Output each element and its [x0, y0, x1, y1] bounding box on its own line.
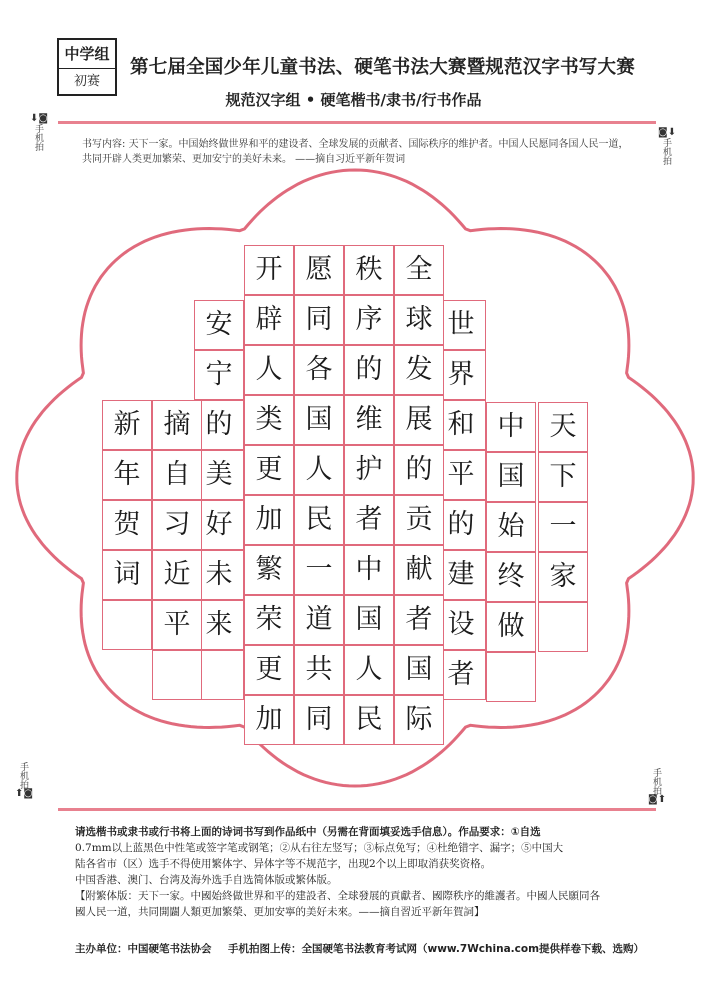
grid-character: 同	[305, 304, 333, 335]
grid-character: 人	[305, 454, 333, 485]
writing-content-label: 书写内容:	[82, 139, 126, 150]
badge-group-label: 中学组	[59, 40, 115, 69]
grid-character: 习	[163, 509, 191, 540]
grid-character: 全	[405, 254, 433, 285]
grid-character: 荣	[255, 604, 283, 635]
grid-character: 护	[355, 454, 383, 485]
grid-character: 民	[305, 504, 333, 535]
grid-character: 发	[405, 354, 433, 385]
grid-cell	[486, 652, 536, 702]
grid-character: 者	[355, 504, 383, 535]
grid-character: 辟	[255, 304, 283, 335]
sponsor-text: 主办单位：中国硬笔书法协会	[75, 943, 212, 955]
grid-character: 新	[113, 409, 141, 440]
phone-marker-label: 手机拍	[18, 762, 28, 789]
writing-content-text: 天下一家。中国始终做世界和平的建设者、全球发展的贡献者、国际秩序的维护者。中国人民愿同各国人民一道，共同开辟人类更加繁荣、更加安宁的美好未来。 ——摘自习近平新年贺词	[82, 139, 629, 165]
grid-character: 共	[305, 654, 333, 685]
grid-character: 更	[255, 454, 283, 485]
grid-character: 民	[355, 704, 383, 735]
grid-character: 年	[113, 459, 141, 490]
grid-character: 际	[405, 704, 433, 735]
grid-character: 终	[497, 561, 525, 592]
grid-character: 美	[205, 459, 233, 490]
grid-character: 各	[305, 354, 333, 385]
grid-character: 平	[447, 459, 475, 490]
grid-character: 球	[405, 304, 433, 335]
grid-character: 词	[113, 559, 141, 590]
grid-character: 道	[305, 604, 333, 635]
grid-character: 建	[447, 559, 475, 590]
phone-marker-label: 手机拍	[651, 768, 661, 795]
grid-character: 设	[447, 609, 475, 640]
grid-character: 中	[355, 554, 383, 585]
grid-character: 人	[255, 354, 283, 385]
grid-character: 加	[255, 504, 283, 535]
grid-character: 中	[497, 411, 525, 442]
grid-character: 国	[305, 404, 333, 435]
badge-stage-label: 初赛	[73, 74, 100, 89]
grid-character: 界	[447, 359, 475, 390]
grid-character: 繁	[255, 554, 283, 585]
grid-character: 展	[405, 404, 433, 435]
grid-character: 和	[447, 409, 475, 440]
instruction-line: 陆各省市（区）选手不得使用繁体字、异体字等不规范字，出现2个以上即取消获奖资格。	[75, 858, 492, 870]
page-subtitle: 规范汉字组 • 硬笔楷书/隶书/行书作品	[225, 91, 482, 109]
camera-icon: ⬇◙	[30, 113, 49, 124]
traditional-version: 【附繁体版：天下一家。中國始終做世界和平的建設者、全球發展的貢獻者、國際秩序的維護者。中國人民願同各	[75, 890, 600, 902]
grid-character: 人	[355, 654, 383, 685]
grid-character: 始	[497, 511, 525, 542]
grid-character: 开	[255, 254, 283, 285]
grid-character: 秩	[355, 254, 383, 285]
grid-character: 的	[205, 409, 233, 440]
grid-character: 同	[305, 704, 333, 735]
grid-character: 一	[305, 554, 333, 585]
grid-character: 好	[205, 509, 233, 540]
phone-marker-label: 手机拍	[33, 124, 43, 151]
grid-character: 的	[405, 454, 433, 485]
phone-marker-label: 手机拍	[661, 138, 671, 165]
grid-character: 类	[255, 404, 283, 435]
grid-cell	[538, 602, 588, 652]
grid-character: 自	[163, 459, 191, 490]
grid-character: 贺	[113, 509, 141, 540]
grid-character: 宁	[205, 359, 233, 390]
grid-character: 天	[549, 411, 577, 442]
grid-character: 来	[205, 609, 233, 640]
grid-character: 加	[255, 704, 283, 735]
grid-character: 做	[497, 611, 525, 642]
grid-character: 献	[405, 554, 433, 585]
grid-character: 安	[205, 309, 233, 340]
grid-character: 愿	[305, 254, 333, 285]
grid-character: 家	[549, 561, 577, 592]
grid-character: 近	[163, 559, 191, 590]
upload-text: 手机拍图上传：全国硬笔书法教育考试网（www.7Wchina.com提供样卷下载、选购）	[228, 943, 645, 955]
grid-character: 者	[405, 604, 433, 635]
grid-character: 世	[447, 309, 475, 340]
grid-character: 的	[355, 354, 383, 385]
grid-character: 国	[405, 654, 433, 685]
instructions	[75, 824, 635, 920]
instruction-line: 中国香港、澳门、台湾及海外选手自选简体版或繁体版。	[75, 874, 338, 886]
grid-character: 下	[549, 461, 577, 492]
upload-arrow-icon: ⬆◙	[15, 788, 34, 799]
grid-character: 国	[497, 461, 525, 492]
grid-character: 序	[355, 304, 383, 335]
grid-character: 未	[205, 559, 233, 590]
traditional-version: 國人民一道，共同開闢人類更加繁榮、更加安寧的美好未來。——摘自習近平新年賀詞】	[75, 906, 485, 918]
grid-cell	[102, 600, 152, 650]
grid-character: 者	[447, 659, 475, 690]
instruction-line: 请选楷书或隶书或行书将上面的诗词书写到作品纸中（另需在背面填妥选手信息）。作品要求：①自选	[75, 826, 541, 838]
grid-character: 的	[447, 509, 475, 540]
grid-character: 国	[355, 604, 383, 635]
grid-character: 平	[163, 609, 191, 640]
camera-icon: ◙⬇	[658, 127, 677, 138]
grid-character: 贡	[405, 504, 433, 535]
grid-character: 摘	[163, 409, 191, 440]
instruction-line: 0.7mm以上蓝黑色中性笔或签字笔或钢笔；②从右往左竖写；③标点免写；④杜绝错字、漏字；⑤中国大	[75, 842, 564, 854]
grid-cell	[152, 650, 202, 700]
grid-character: 一	[549, 511, 577, 542]
grid-character: 维	[355, 404, 383, 435]
page-title: 第七届全国少年儿童书法、硬笔书法大赛暨规范汉字书写大赛	[130, 57, 635, 78]
upload-arrow-icon: ◙⬆	[648, 794, 667, 805]
grid-character: 更	[255, 654, 283, 685]
